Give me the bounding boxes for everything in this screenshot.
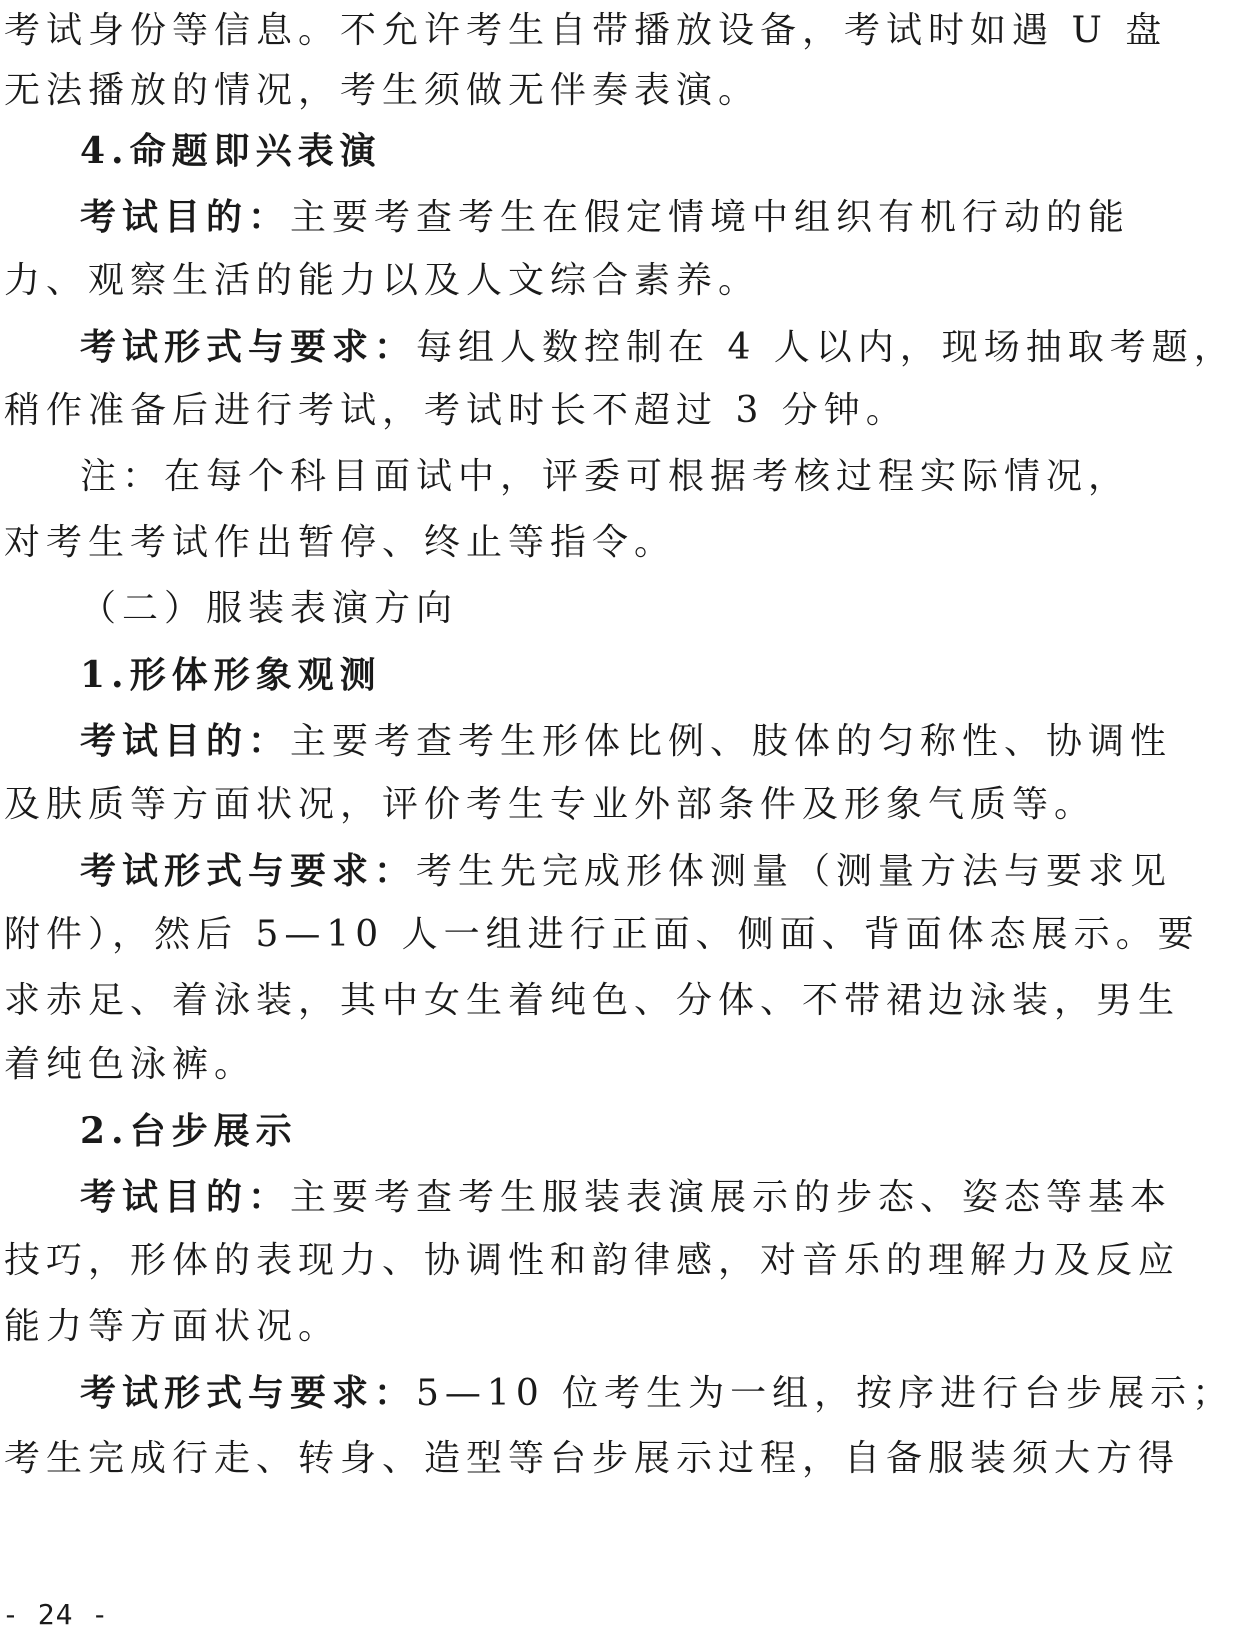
paragraph-line: [4, 250, 1076, 312]
paragraph-line: [80, 840, 1173, 902]
line-text: 主要考查考生服装表演展示的步态、姿态等基本: [290, 1177, 1173, 1218]
line-text: 5—10 位考生为一组，按序进行台步展示；: [416, 1373, 1235, 1414]
line-text: 技巧，形体的表现力、协调性和韵律感，对音乐的理解力及反应: [4, 1240, 1181, 1281]
paragraph-line: [4, 60, 1076, 122]
paragraph-line: [4, 380, 1076, 442]
line-text: 每组人数控制在 4 人以内，现场抽取考题，: [416, 327, 1236, 368]
paragraph-line: [4, 1034, 1076, 1096]
line-text: 力、观察生活的能力以及人文综合素养。: [4, 260, 761, 301]
paragraph-line: [80, 1166, 1173, 1228]
line-text: 求赤足、着泳装，其中女生着纯色、分体、不带裙边泳装，男生: [4, 980, 1181, 1021]
line-text: 考生先完成形体测量（测量方法与要求见: [416, 851, 1173, 892]
paragraph-line: [4, 1428, 1181, 1490]
page-number: - 24 -: [2, 1598, 110, 1631]
paragraph-line: [80, 1362, 1235, 1424]
paragraph-line: [80, 316, 1236, 378]
section-heading: [80, 578, 1076, 640]
paragraph-line: [4, 970, 1181, 1032]
heading-text: 2.台步展示: [80, 1110, 298, 1152]
field-label: 考试形式与要求：: [80, 1372, 417, 1414]
note-line: [80, 446, 1131, 508]
paragraph-line: [4, 774, 1097, 836]
field-label: 考试目的：: [80, 196, 291, 238]
line-text: 主要考查考生形体比例、肢体的匀称性、协调性: [290, 721, 1173, 762]
paragraph-line: [4, 0, 1168, 62]
line-text: 考试身份等信息。不允许考生自带播放设备，考试时如遇 U 盘: [4, 10, 1168, 51]
field-label: 考试目的：: [80, 720, 291, 762]
section-heading: [80, 1100, 1076, 1162]
line-text: 稍作准备后进行考试，考试时长不超过 3 分钟。: [4, 390, 908, 431]
field-label: 考试形式与要求：: [80, 326, 417, 368]
paragraph-line: [4, 904, 1200, 966]
line-text: 考生完成行走、转身、造型等台步展示过程，自备服装须大方得: [4, 1438, 1181, 1479]
section-heading: [80, 120, 1076, 182]
paragraph-line: [4, 512, 1076, 574]
line-text: 对考生考试作出暂停、终止等指令。: [4, 522, 677, 563]
line-text: 附件），然后 5—10 人一组进行正面、侧面、背面体态展示。要: [4, 914, 1200, 955]
field-label: 考试目的：: [80, 1176, 291, 1218]
paragraph-line: [80, 186, 1131, 248]
paragraph-line: [80, 710, 1173, 772]
line-text: 及肤质等方面状况，评价考生专业外部条件及形象气质等。: [4, 784, 1097, 825]
line-text: 无法播放的情况，考生须做无伴奏表演。: [4, 70, 761, 111]
line-text: 能力等方面状况。: [4, 1306, 341, 1347]
heading-text: 1.形体形象观测: [80, 654, 382, 696]
field-label: 考试形式与要求：: [80, 850, 417, 892]
paragraph-line: [4, 1230, 1181, 1292]
section-heading: [80, 644, 1076, 706]
line-text: 注：在每个科目面试中，评委可根据考核过程实际情况，: [80, 456, 1131, 497]
line-text: 主要考查考生在假定情境中组织有机行动的能: [290, 197, 1131, 238]
line-text: 着纯色泳裤。: [4, 1044, 257, 1085]
heading-text: （二）服装表演方向: [80, 588, 459, 629]
paragraph-line: [4, 1296, 1076, 1358]
heading-text: 4.命题即兴表演: [80, 130, 382, 172]
